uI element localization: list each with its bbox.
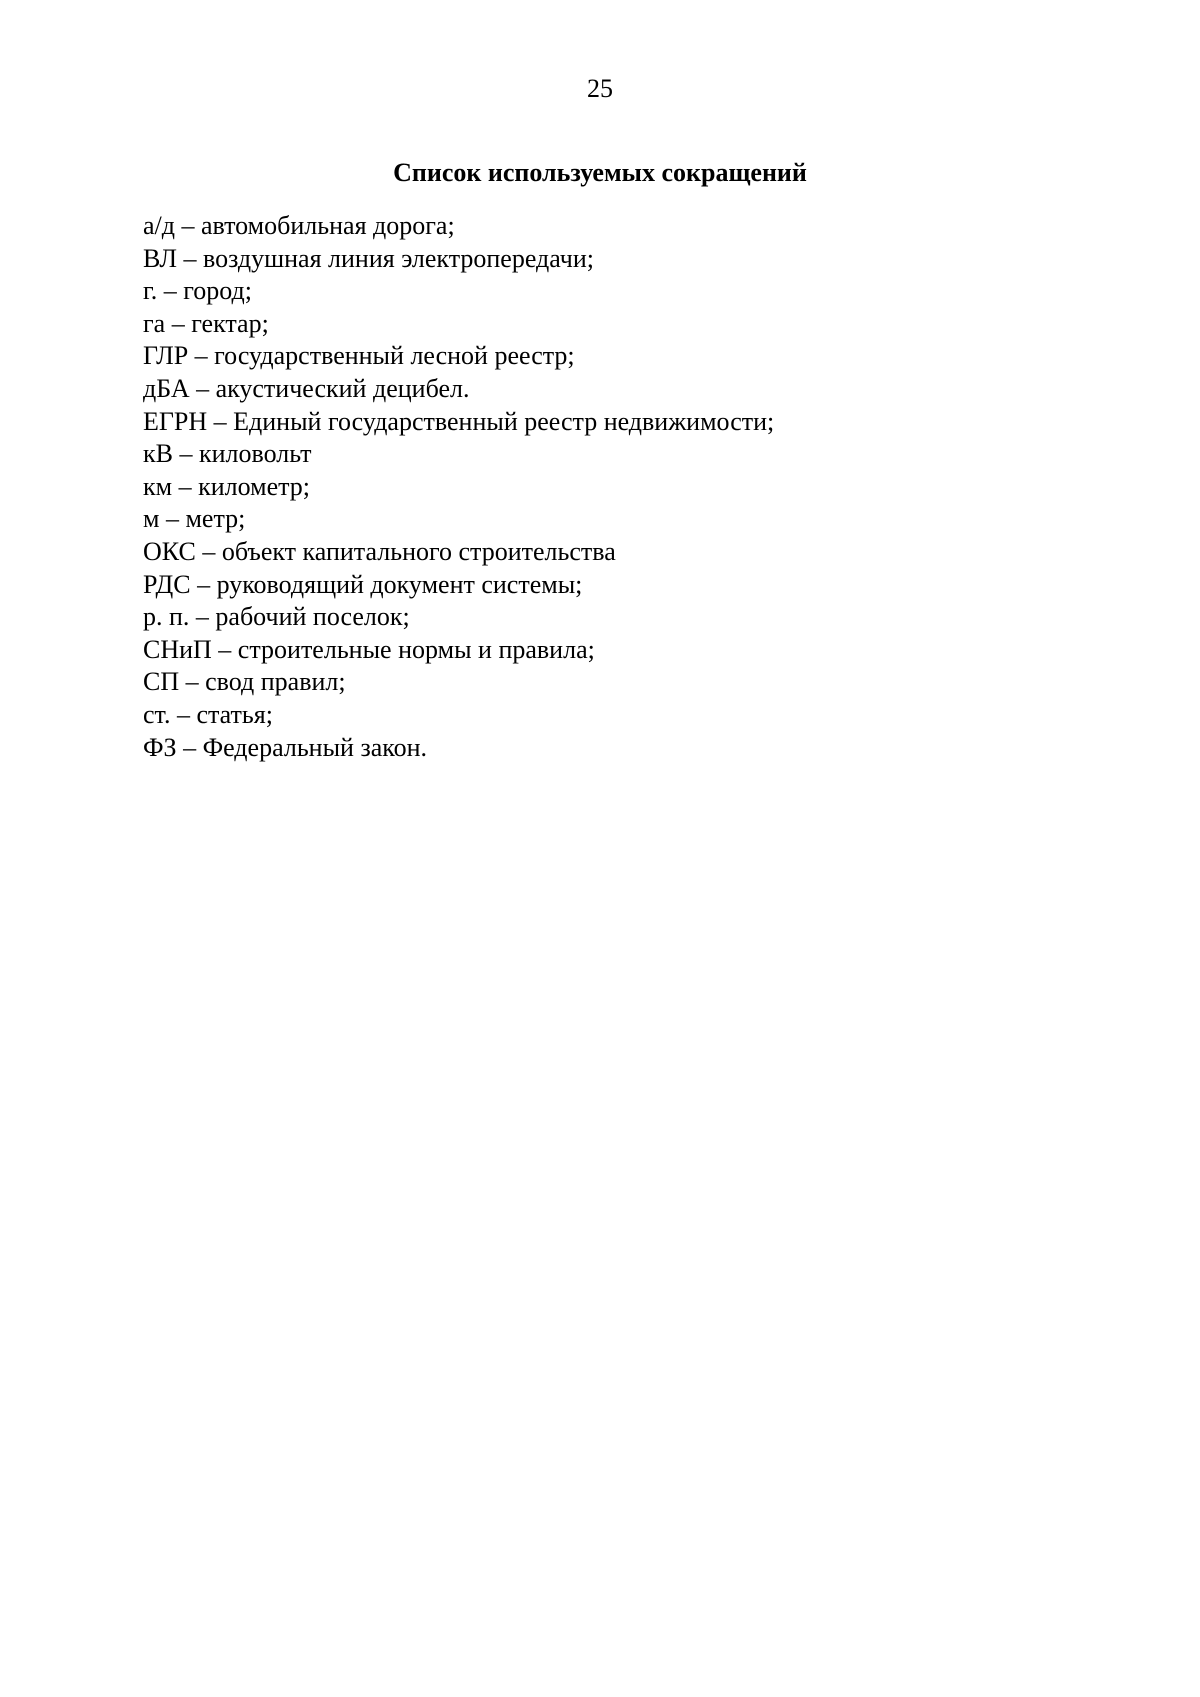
list-item: р. п. – рабочий поселок; — [143, 602, 410, 632]
list-item: РДС – руководящий документ системы; — [143, 569, 583, 599]
abbreviation-list — [143, 210, 774, 764]
list-item: га – гектар; — [143, 308, 269, 338]
list-item: СП – свод правил; — [143, 667, 346, 697]
list-item: м – метр; — [143, 504, 246, 534]
list-item: а/д – автомобильная дорога; — [143, 211, 455, 240]
list-item: ФЗ – Федеральный закон. — [143, 732, 428, 762]
list-item: ВЛ – воздушная линия электропередачи; — [143, 243, 594, 273]
page-title: Список используемых сокращений — [393, 158, 807, 187]
list-item: ст. – статья; — [143, 699, 273, 729]
list-item: ЕГРН – Единый государственный реестр недвижимости; — [143, 406, 775, 436]
list-item: км – километр; — [143, 471, 311, 501]
page-number: 25 — [587, 74, 613, 103]
list-item: ОКС – объект капитального строительства — [143, 536, 616, 566]
list-item: СНиП – строительные нормы и правила; — [143, 634, 595, 664]
list-item: г. – город; — [143, 276, 252, 306]
list-item: кВ – киловольт — [143, 439, 312, 469]
list-item: ГЛР – государственный лесной реестр; — [143, 341, 575, 371]
list-item: дБА – акустический децибел. — [143, 373, 470, 403]
